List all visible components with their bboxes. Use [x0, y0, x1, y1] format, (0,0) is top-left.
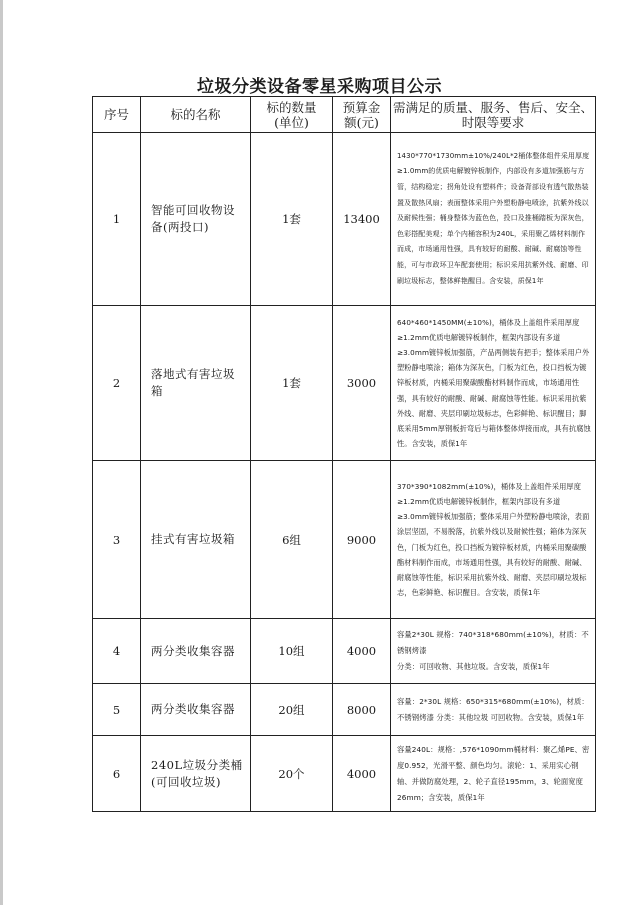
procurement-table	[92, 96, 596, 812]
row-quantity: 10组	[251, 619, 333, 684]
row-budget: 4000	[333, 736, 391, 812]
table-row	[93, 684, 596, 736]
row-quantity: 1套	[251, 133, 333, 306]
row-item-name: 两分类收集容器	[141, 684, 251, 736]
header-budget: 预算金 额(元)	[333, 97, 391, 133]
table-row	[93, 306, 596, 461]
row-budget: 8000	[333, 684, 391, 736]
row-budget: 13400	[333, 133, 391, 306]
row-budget: 3000	[333, 306, 391, 461]
row-quantity: 20个	[251, 736, 333, 812]
row-no: 4	[93, 619, 141, 684]
row-no: 3	[93, 461, 141, 619]
table-row	[93, 619, 596, 684]
document-title: 垃圾分类设备零星采购项目公示	[197, 77, 442, 97]
table-row	[93, 461, 596, 619]
header-requirements: 需满足的质量、服务、售后、安全、 时限等要求	[391, 97, 596, 133]
row-no: 1	[93, 133, 141, 306]
row-item-name: 智能可回收物设备(两投口)	[141, 133, 251, 306]
row-no: 6	[93, 736, 141, 812]
row-quantity: 20组	[251, 684, 333, 736]
row-requirements: 370*390*1082mm(±10%)，桶体及上盖组件采用厚度≥1.2mm优质电解镀锌板制作，框架内部设有多道≥3.0mm镀锌板加强筋；整体采用户外塑粉静电喷涂，表面涂层坚固，不易脱落，抗紫外线以及耐候性强；箱体为深灰色，门板为红色，投口挡板为镀锌板材质，内桶采用聚碳酸酯材料制作而成，市场通用性强，具有较好的耐酸、耐碱、耐腐蚀等性能，标识采用抗紫外线、耐磨、夹层印刷垃圾标志，色彩鲜艳、标识醒目。含安装，质保1年	[391, 461, 596, 619]
row-quantity: 6组	[251, 461, 333, 619]
row-item-name: 挂式有害垃圾箱	[141, 461, 251, 619]
row-budget: 4000	[333, 619, 391, 684]
table-row	[93, 133, 596, 306]
row-requirements: 640*460*1450MM(±10%)，桶体及上盖组件采用厚度≥1.2mm优质电解镀锌板制作，框架内部设有多道≥3.0mm镀锌板加强筋，产品两侧装有把手；整体采用户外塑粉静电喷涂；箱体为深灰色，门板为红色，投口挡板为镀锌板材质，内桶采用聚碳酸酯材料制作而成，市场通用性强，具有较好的耐酸、耐碱、耐腐蚀等性能。标识采用抗紫外线、耐磨、夹层印刷垃圾标志，色彩鲜艳、标识醒目；脚底采用5mm厚钢板折弯后与箱体整体焊接而成，具有抗腐蚀性。含安装，质保1年	[391, 306, 596, 461]
row-requirements: 容量240L：规格：,576*1090mm桶材料：聚乙烯PE、密度0.952，光滑平整、颜色均匀。滚轮：1、采用实心钢轴、并做防腐处理，2、轮子直径195mm，3、轮面宽度26mm；含安装，质保1年	[391, 736, 596, 812]
row-item-name: 两分类收集容器	[141, 619, 251, 684]
scan-edge	[0, 0, 3, 905]
row-budget: 9000	[333, 461, 391, 619]
row-requirements: 容量：2*30L 规格：650*315*680mm(±10%)，材质：不锈钢烤漆 分类：其他垃圾 可回收物。含安装，质保1年	[391, 684, 596, 736]
table-row	[93, 736, 596, 812]
row-quantity: 1套	[251, 306, 333, 461]
row-no: 5	[93, 684, 141, 736]
row-item-name: 落地式有害垃圾箱	[141, 306, 251, 461]
row-requirements: 容量2*30L 规格：740*318*680mm(±10%)，材质：不锈钢烤漆 分类：可回收物、其他垃圾。含安装，质保1年	[391, 619, 596, 684]
row-no: 2	[93, 306, 141, 461]
header-no: 序号	[93, 97, 141, 133]
table-header-row	[93, 97, 596, 133]
row-item-name: 240L垃圾分类桶(可回收垃圾)	[141, 736, 251, 812]
header-name: 标的名称	[141, 97, 251, 133]
row-requirements: 1430*770*1730mm±10%/240L*2桶体整体组件采用厚度≥1.0mm的优质电解镀锌板制作，内部设有多道加强筋与方管，结构稳定；拐角处设有塑料件；设备背部设有透气散热装置及散热风扇；表面整体采用户外塑粉静电喷涂，抗紫外线以及耐候性强；桶身整体为蓝色色，投口及推桶踏板为深灰色，色彩搭配美观；单个内桶容积为240L，采用聚乙烯材料制作而成，市场通用性强，具有较好的耐酸、耐碱、耐腐蚀等性能，可与市政环卫车配套使用；标识采用抗紫外线、耐磨、印刷垃圾标志，整体鲜艳醒目。含安装，质保1年	[391, 133, 596, 306]
header-qty: 标的数量 (单位)	[251, 97, 333, 133]
